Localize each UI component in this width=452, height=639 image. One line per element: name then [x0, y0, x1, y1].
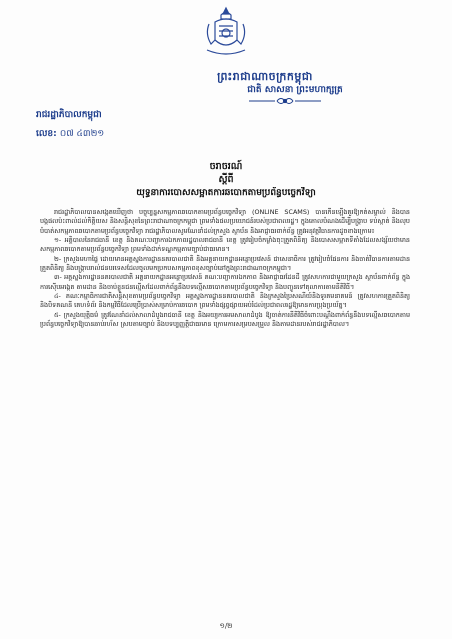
- paragraph-item-5: ៥- ក្រសួងយុត្តិធម៌ ត្រូវណែនាំដល់សាលាដំបូងរាជធានី ខេត្ត និងអយ្យការអមសាលាដំបូង ឱ្យចាត់ការនីតិវិធីចំពោះបណ្ដឹងពាក់ព័ន្ធនឹងបទល្មើសឆបោកតាមប្រព័ន្ធបច្ចេកវិទ្យាឱ្យបានឆាប់រហ័ស ស្របតាមច្បាប់ និងបទប្បញ្ញត្តិជាធរមាន ក្រោមការសម្របសម្រួល និងតាមដានរបស់រាជរដ្ឋាភិបាល។: [40, 310, 410, 329]
- page-number: ១/២: [219, 622, 233, 630]
- document-subject: យុទ្ធនាការបោសសម្អាតការឆបោកតាមប្រព័ន្ធបច្ចេកវិទ្យា: [136, 188, 316, 198]
- paragraph-item-1: ១- អគ្គិបាលនៃរាជធានី ខេត្ត និងគណៈបញ្ជាការឯកភាពរដ្ឋបាលរាជធានី ខេត្ត ត្រូវរៀបចំកម្លាំងចុះត្រួតពិនិត្យ និងបោសសម្អាតទីតាំងដែលសង្ស័យថាមានសកម្មភាពឆបោកតាមប្រព័ន្ធបច្ចេកវិទ្យា ព្រមទាំងដាក់ទណ្ឌកម្មតាមច្បាប់ជាធរមាន។: [40, 236, 410, 254]
- reference-label: លេខ:: [36, 129, 57, 139]
- paragraph-item-2: ២- ក្រសួងមហាផ្ទៃ ដោយមានអគ្គស្នងការដ្ឋាននគរបាលជាតិ និងអគ្គនាយកដ្ឋានអន្តោប្រវេសន៍ ជាសេនាធិការ ត្រូវរៀបចំផែនការ និងចាត់វិធានការតាមដាន ត្រួតពិនិត្យ និងបង្ក្រាបរាល់ជនបរទេសដែលចូលមកប្រកបសកម្មភាពខុសច្បាប់នៅក្នុងព្រះរាជាណាចក្រកម្ពុជា។: [40, 254, 410, 273]
- reference-value: ០៧ ៤៣២១: [59, 129, 105, 139]
- tacteing-ornament-icon: [245, 96, 325, 106]
- kingdom-title: ព្រះរាជាណាចក្រកម្ពុជា: [217, 70, 313, 83]
- document-type: ចរាចរណ៍: [209, 161, 243, 172]
- paragraph-item-4: ៤- គណៈកម្មាធិការជាតិសន្តិសុខតាមប្រព័ន្ធបច្ចេកវិទ្យា អគ្គស្នងការដ្ឋាននគរបាលជាតិ និងក្រសួងប្រៃសណីយ៍និងទូរគមនាគមន៍ ត្រូវសហការត្រួតពិនិត្យ និងបិទគណនី គេហទំព័រ និងកម្មវិធីដែលប្រើប្រាស់សម្រាប់ការឆបោក ព្រមទាំងផ្សព្វផ្សាយអប់រំដល់ប្រជាពលរដ្ឋឱ្យមានការប្រុងប្រយ័ត្ន។: [40, 292, 410, 310]
- reference-number: [36, 128, 104, 141]
- royal-coat-of-arms-icon: [201, 6, 251, 58]
- paragraph-intro: រាជរដ្ឋាភិបាលបានសង្កេតឃើញថា បច្ចុប្បន្នសកម្មភាពឆបោកតាមប្រព័ន្ធបច្ចេកវិទ្យា (ONLINE SCAMS) បានកើនឡើងគួរឱ្យកត់សម្គាល់ និងបានបង្កផលប៉ះពាល់ដល់កិត្តិយស និងសន្តិសុខនៃព្រះរាជាណាចក្រកម្ពុជា ព្រមទាំងផលប្រយោជន៍របស់ប្រជាពលរដ្ឋ។ ក្នុងគោលបំណងដើម្បីបង្ក្រាប ទប់ស្កាត់ និងលុបបំបាត់សកម្មភាពឆបោកតាមប្រព័ន្ធបច្ចេកវិទ្យា រាជរដ្ឋាភិបាលសូមណែនាំដល់ក្រសួង ស្ថាប័ន និងអាជ្ញាធរពាក់ព័ន្ធ ត្រូវអនុវត្តវិធានការដូចខាងក្រោម៖: [40, 208, 410, 235]
- issuing-authority: រាជរដ្ឋាភិបាលកម្ពុជា: [36, 110, 102, 120]
- national-motto: ជាតិ សាសនា ព្រះមហាក្សត្រ: [247, 85, 343, 95]
- document-about: ស្តីពី: [218, 174, 234, 185]
- paragraph-item-3: ៣- អគ្គស្នងការដ្ឋាននគរបាលជាតិ អគ្គនាយកដ្ឋានអន្តោប្រវេសន៍ គណៈបញ្ជាការឯកភាព និងអាជ្ញាធរដែនដី ត្រូវសហការជាមួយក្រសួង ស្ថាប័នពាក់ព័ន្ធ ក្នុងការស៊ើបអង្កេត តាមដាន និងចាប់ខ្លួនជនល្មើសដែលពាក់ព័ន្ធនឹងបទល្មើសឆបោកតាមប្រព័ន្ធបច្ចេកវិទ្យា និងបញ្ជូនទៅតុលាការតាមនីតិវិធី។: [40, 273, 410, 291]
- document-body: [40, 208, 410, 329]
